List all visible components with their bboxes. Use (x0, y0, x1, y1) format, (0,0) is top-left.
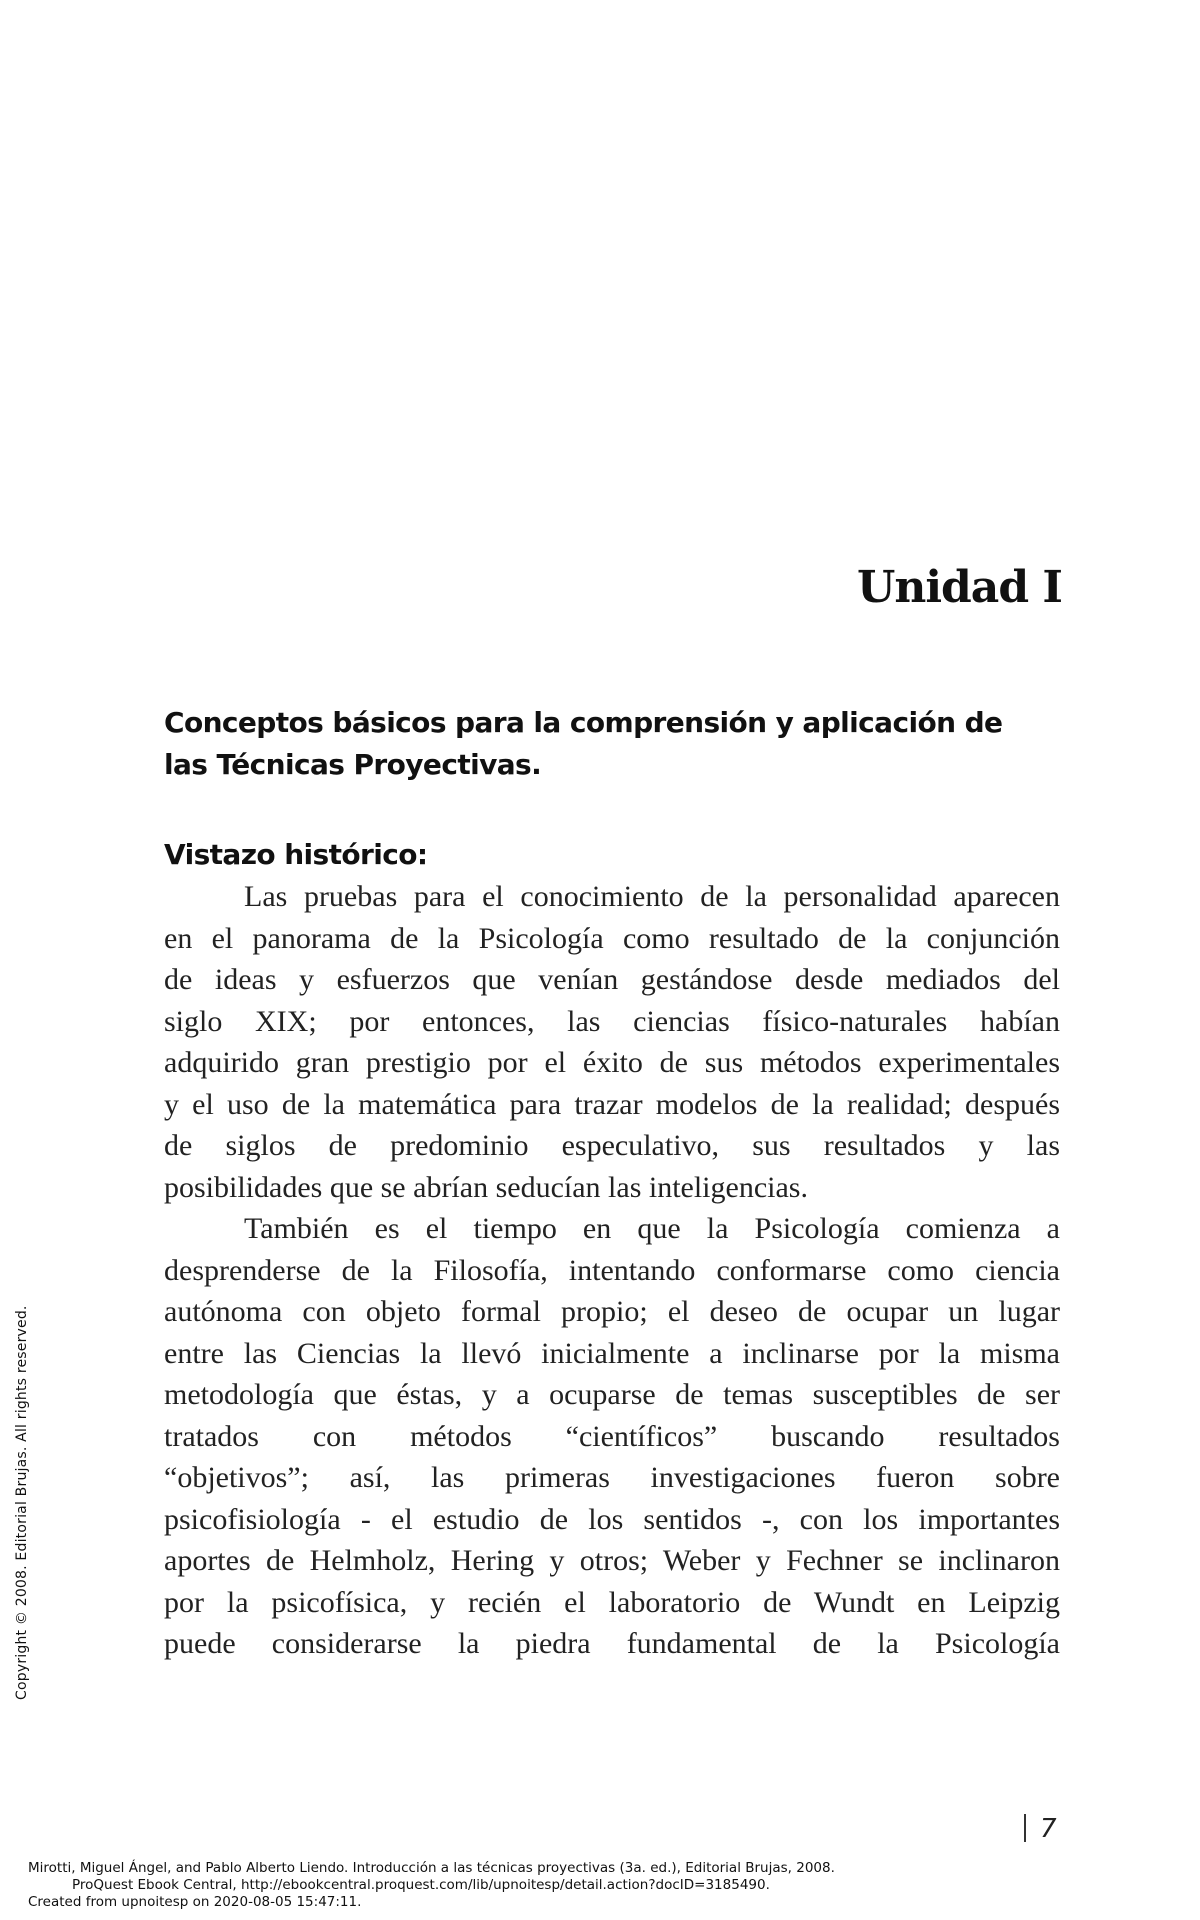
body-line: adquirido gran prestigio por el éxito de sus métodos experimentales (164, 1046, 1060, 1079)
page-number-divider (1024, 1814, 1026, 1842)
body-line: desprenderse de la Filosofía, intentando conformarse como ciencia (164, 1253, 1060, 1287)
body-line: psicofisiología - el estudio de los sentidos -, con los importantes (164, 1502, 1060, 1536)
section-heading-line: Conceptos básicos para la comprensión y aplicación de (164, 706, 1003, 739)
body-line: de siglos de predominio especulativo, sus resultados y las (164, 1129, 1060, 1162)
body-line: posibilidades que se abrían seducían las inteligencias. (164, 1170, 808, 1204)
body-line: aportes de Helmholz, Hering y otros; Weber y Fechner se inclinaron (164, 1544, 1060, 1577)
footer-citation-created: Created from upnoitesp on 2020-08-05 15:47:11. (28, 1894, 362, 1910)
footer-citation-line: Mirotti, Miguel Ángel, and Pablo Alberto Liendo. Introducción a las técnicas proyectivas (3a. ed.), Editorial Brujas, 2008. (28, 1860, 835, 1876)
body-line: autónoma con objeto formal propio; el deseo de ocupar un lugar (164, 1295, 1060, 1328)
unit-title: Unidad I (856, 562, 1062, 613)
footer-citation (28, 1860, 835, 1911)
body-line: y el uso de la matemática para trazar modelos de la realidad; después (164, 1087, 1060, 1121)
footer-citation-url: ProQuest Ebook Central, http://ebookcentral.proquest.com/lib/upnoitesp/detail.action?docID=3185490. (72, 1877, 770, 1893)
body-line: metodología que éstas, y a ocuparse de temas susceptibles de ser (164, 1378, 1060, 1411)
body-line: de ideas y esfuerzos que venían gestándose desde mediados del (164, 963, 1060, 996)
page-number-value: 7 (1040, 1814, 1057, 1844)
body-line: Las pruebas para el conocimiento de la personalidad aparecen (244, 880, 1060, 913)
body-line: siglo XIX; por entonces, las ciencias físico-naturales habían (164, 1004, 1060, 1038)
section-heading (164, 702, 1064, 786)
subheading-vistazo-historico: Vistazo histórico: (164, 838, 428, 871)
page-number (1024, 1814, 1057, 1844)
side-copyright-notice: Copyright © 2008. Editorial Brujas. All rights reserved. (14, 1305, 30, 1700)
body-line: puede considerarse la piedra fundamental de la Psicología (164, 1627, 1060, 1660)
body-line: por la psicofísica, y recién el laboratorio de Wundt en Leipzig (164, 1585, 1060, 1619)
section-heading-line: las Técnicas Proyectivas. (164, 748, 542, 781)
body-line: en el panorama de la Psicología como resultado de la conjunción (164, 921, 1060, 955)
body-line: entre las Ciencias la llevó inicialmente a inclinarse por la misma (164, 1336, 1060, 1370)
body-line: “objetivos”; así, las primeras investigaciones fueron sobre (164, 1461, 1060, 1494)
body-line: tratados con métodos “científicos” buscando resultados (164, 1419, 1060, 1453)
body-line: También es el tiempo en que la Psicología comienza a (244, 1212, 1060, 1245)
body-text (164, 876, 1060, 1665)
